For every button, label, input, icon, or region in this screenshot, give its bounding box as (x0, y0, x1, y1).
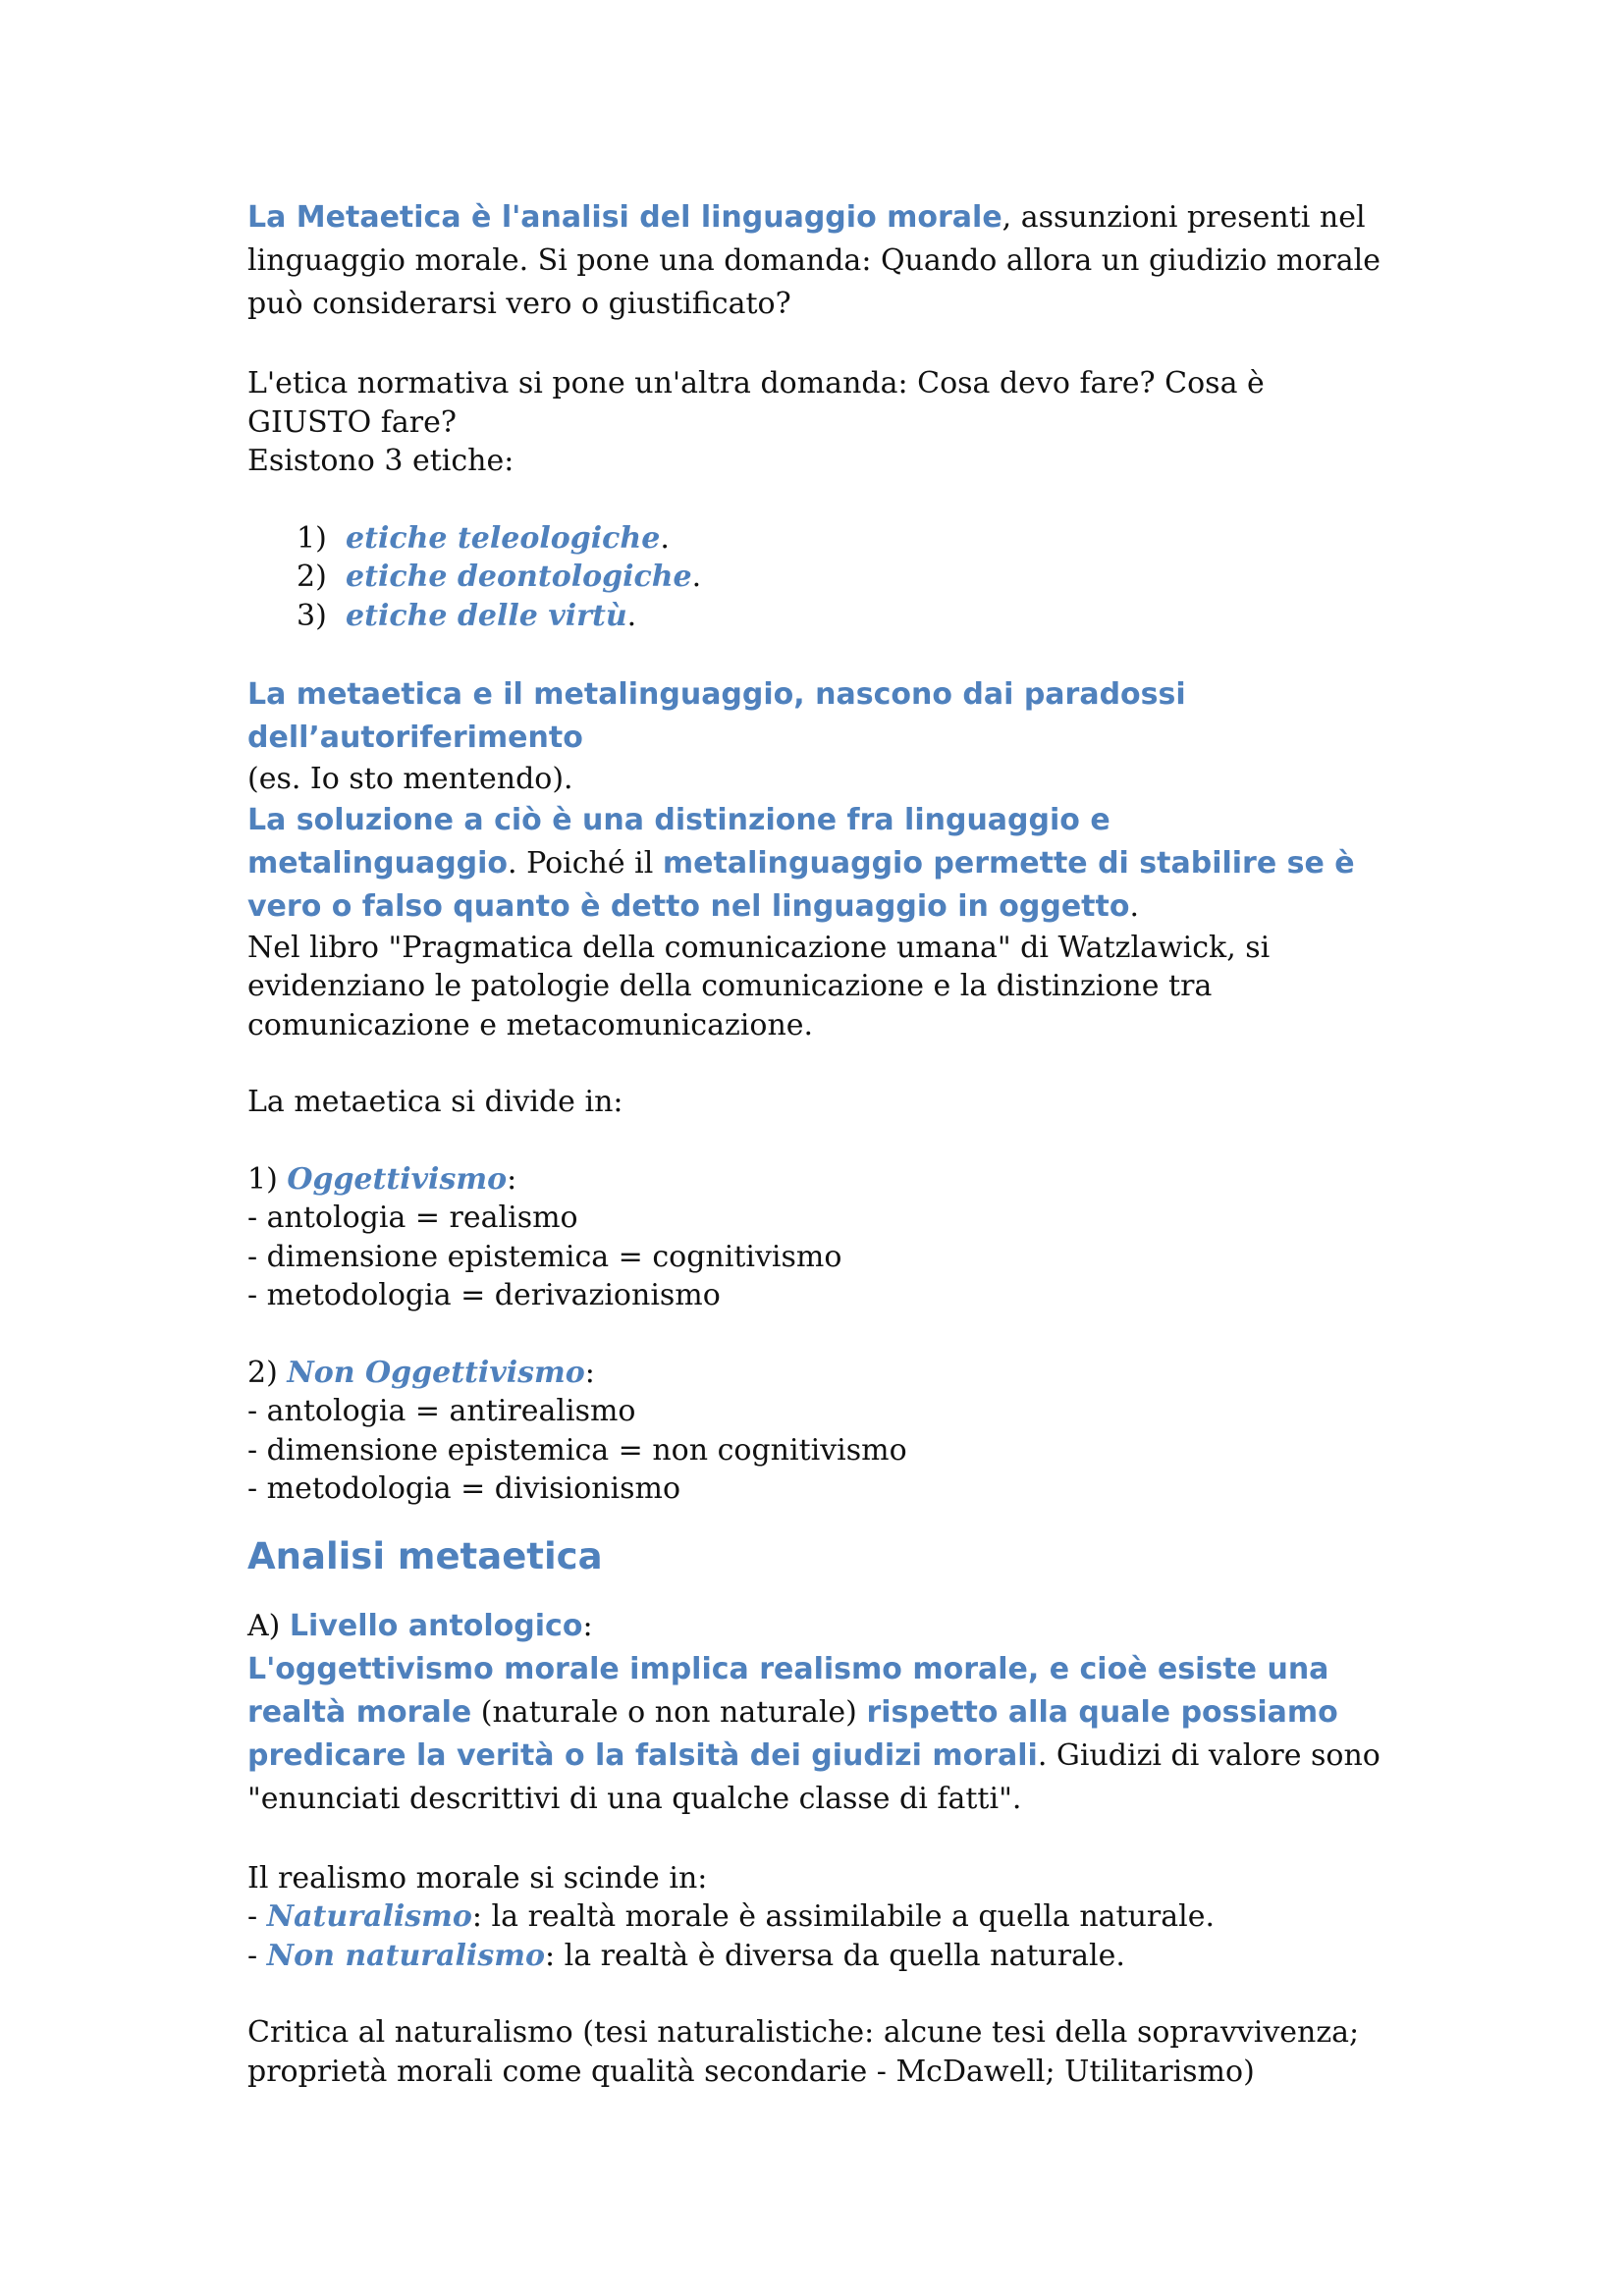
ethics-term: etiche teleologiche (346, 520, 661, 556)
naturalismo-term: Naturalismo (266, 1899, 472, 1934)
realismo-intro: Il realismo morale si scinde in: (247, 1860, 708, 1896)
list-item: - Naturalismo: la realtà morale è assimilabile a quella naturale. (247, 1899, 1216, 1934)
oggettivismo-title: 1) Oggettivismo: (247, 1161, 517, 1197)
list-item: - dimensione epistemica = non cognitivismo (247, 1432, 907, 1468)
list-item: 3) etiche delle virtù. (297, 598, 637, 633)
ethics-list (247, 519, 1386, 636)
non-oggettivismo-title: 2) Non Oggettivismo: (247, 1355, 595, 1390)
etica-normativa-question: L'etica normativa si pone un'altra domanda: Cosa devo fare? Cosa è GIUSTO fare? (247, 366, 1265, 440)
solution-paragraph: La soluzione a ciò è una distinzione fra linguaggio e metalinguaggio. Poiché il metalinguaggio permette di stabilire se è vero o falso quanto è detto nel linguaggio in oggetto. (247, 802, 1355, 924)
metaetica-highlight: La Metaetica è l'analisi del linguaggio morale (247, 200, 1002, 235)
metalinguaggio-heading: La metaetica e il metalinguaggio, nascono dai paradossi dell’autoriferimento (247, 677, 1186, 755)
critica-paragraph: Critica al naturalismo (tesi naturalistiche: alcune tesi della sopravvivenza; proprietà morali come qualità secondarie - McDawell; Utilitarismo) (247, 2015, 1360, 2089)
list-item: - dimensione epistemica = cognitivismo (247, 1239, 842, 1274)
example-text: (es. Io sto mentendo). (247, 762, 573, 796)
livello-paragraph: L'oggettivismo morale implica realismo morale, e cioè esiste una realtà morale (naturale o non naturale) rispetto alla quale possiamo predicare la verità o la falsità dei giudizi morali. Giudizi di valore sono "enunciati descrittivi di una qualche classe di fatti". (247, 1651, 1380, 1816)
list-item: - antologia = realismo (247, 1201, 578, 1235)
divide-intro: La metaetica si divide in: (247, 1085, 623, 1119)
oggettivismo-term: Oggettivismo (287, 1161, 508, 1197)
list-item: - antologia = antirealismo (247, 1394, 636, 1428)
etiche-intro: Esistono 3 etiche: (247, 444, 514, 478)
non-naturalismo-term: Non naturalismo (266, 1938, 545, 1973)
list-item: - metodologia = divisionismo (247, 1471, 681, 1506)
non-oggettivismo-term: Non Oggettivismo (287, 1355, 585, 1390)
list-item: 2) etiche deontologiche. (297, 560, 702, 594)
ethics-term: etiche deontologiche (346, 560, 692, 594)
metaetica-rest: , assunzioni presenti nel linguaggio morale. Si pone una domanda: Quando allora un giudizio morale può considerarsi vero o giustificato? (247, 200, 1380, 321)
ethics-term: etiche delle virtù (346, 598, 627, 633)
list-item: - metodologia = derivazionismo (247, 1278, 721, 1312)
document-page (247, 196, 1386, 2091)
section-heading: Analisi metaetica (247, 1534, 603, 1577)
metaetica-definition (247, 196, 1386, 326)
livello-title: A) Livello antologico: (247, 1608, 593, 1643)
list-item: - Non naturalismo: la realtà è diversa da quella naturale. (247, 1938, 1125, 1973)
list-item: 1) etiche teleologiche. (297, 520, 670, 556)
watzlawick-paragraph: Nel libro "Pragmatica della comunicazione umana" di Watzlawick, si evidenziano le patologie della comunicazione e la distinzione tra comunicazione e metacomunicazione. (247, 930, 1271, 1042)
